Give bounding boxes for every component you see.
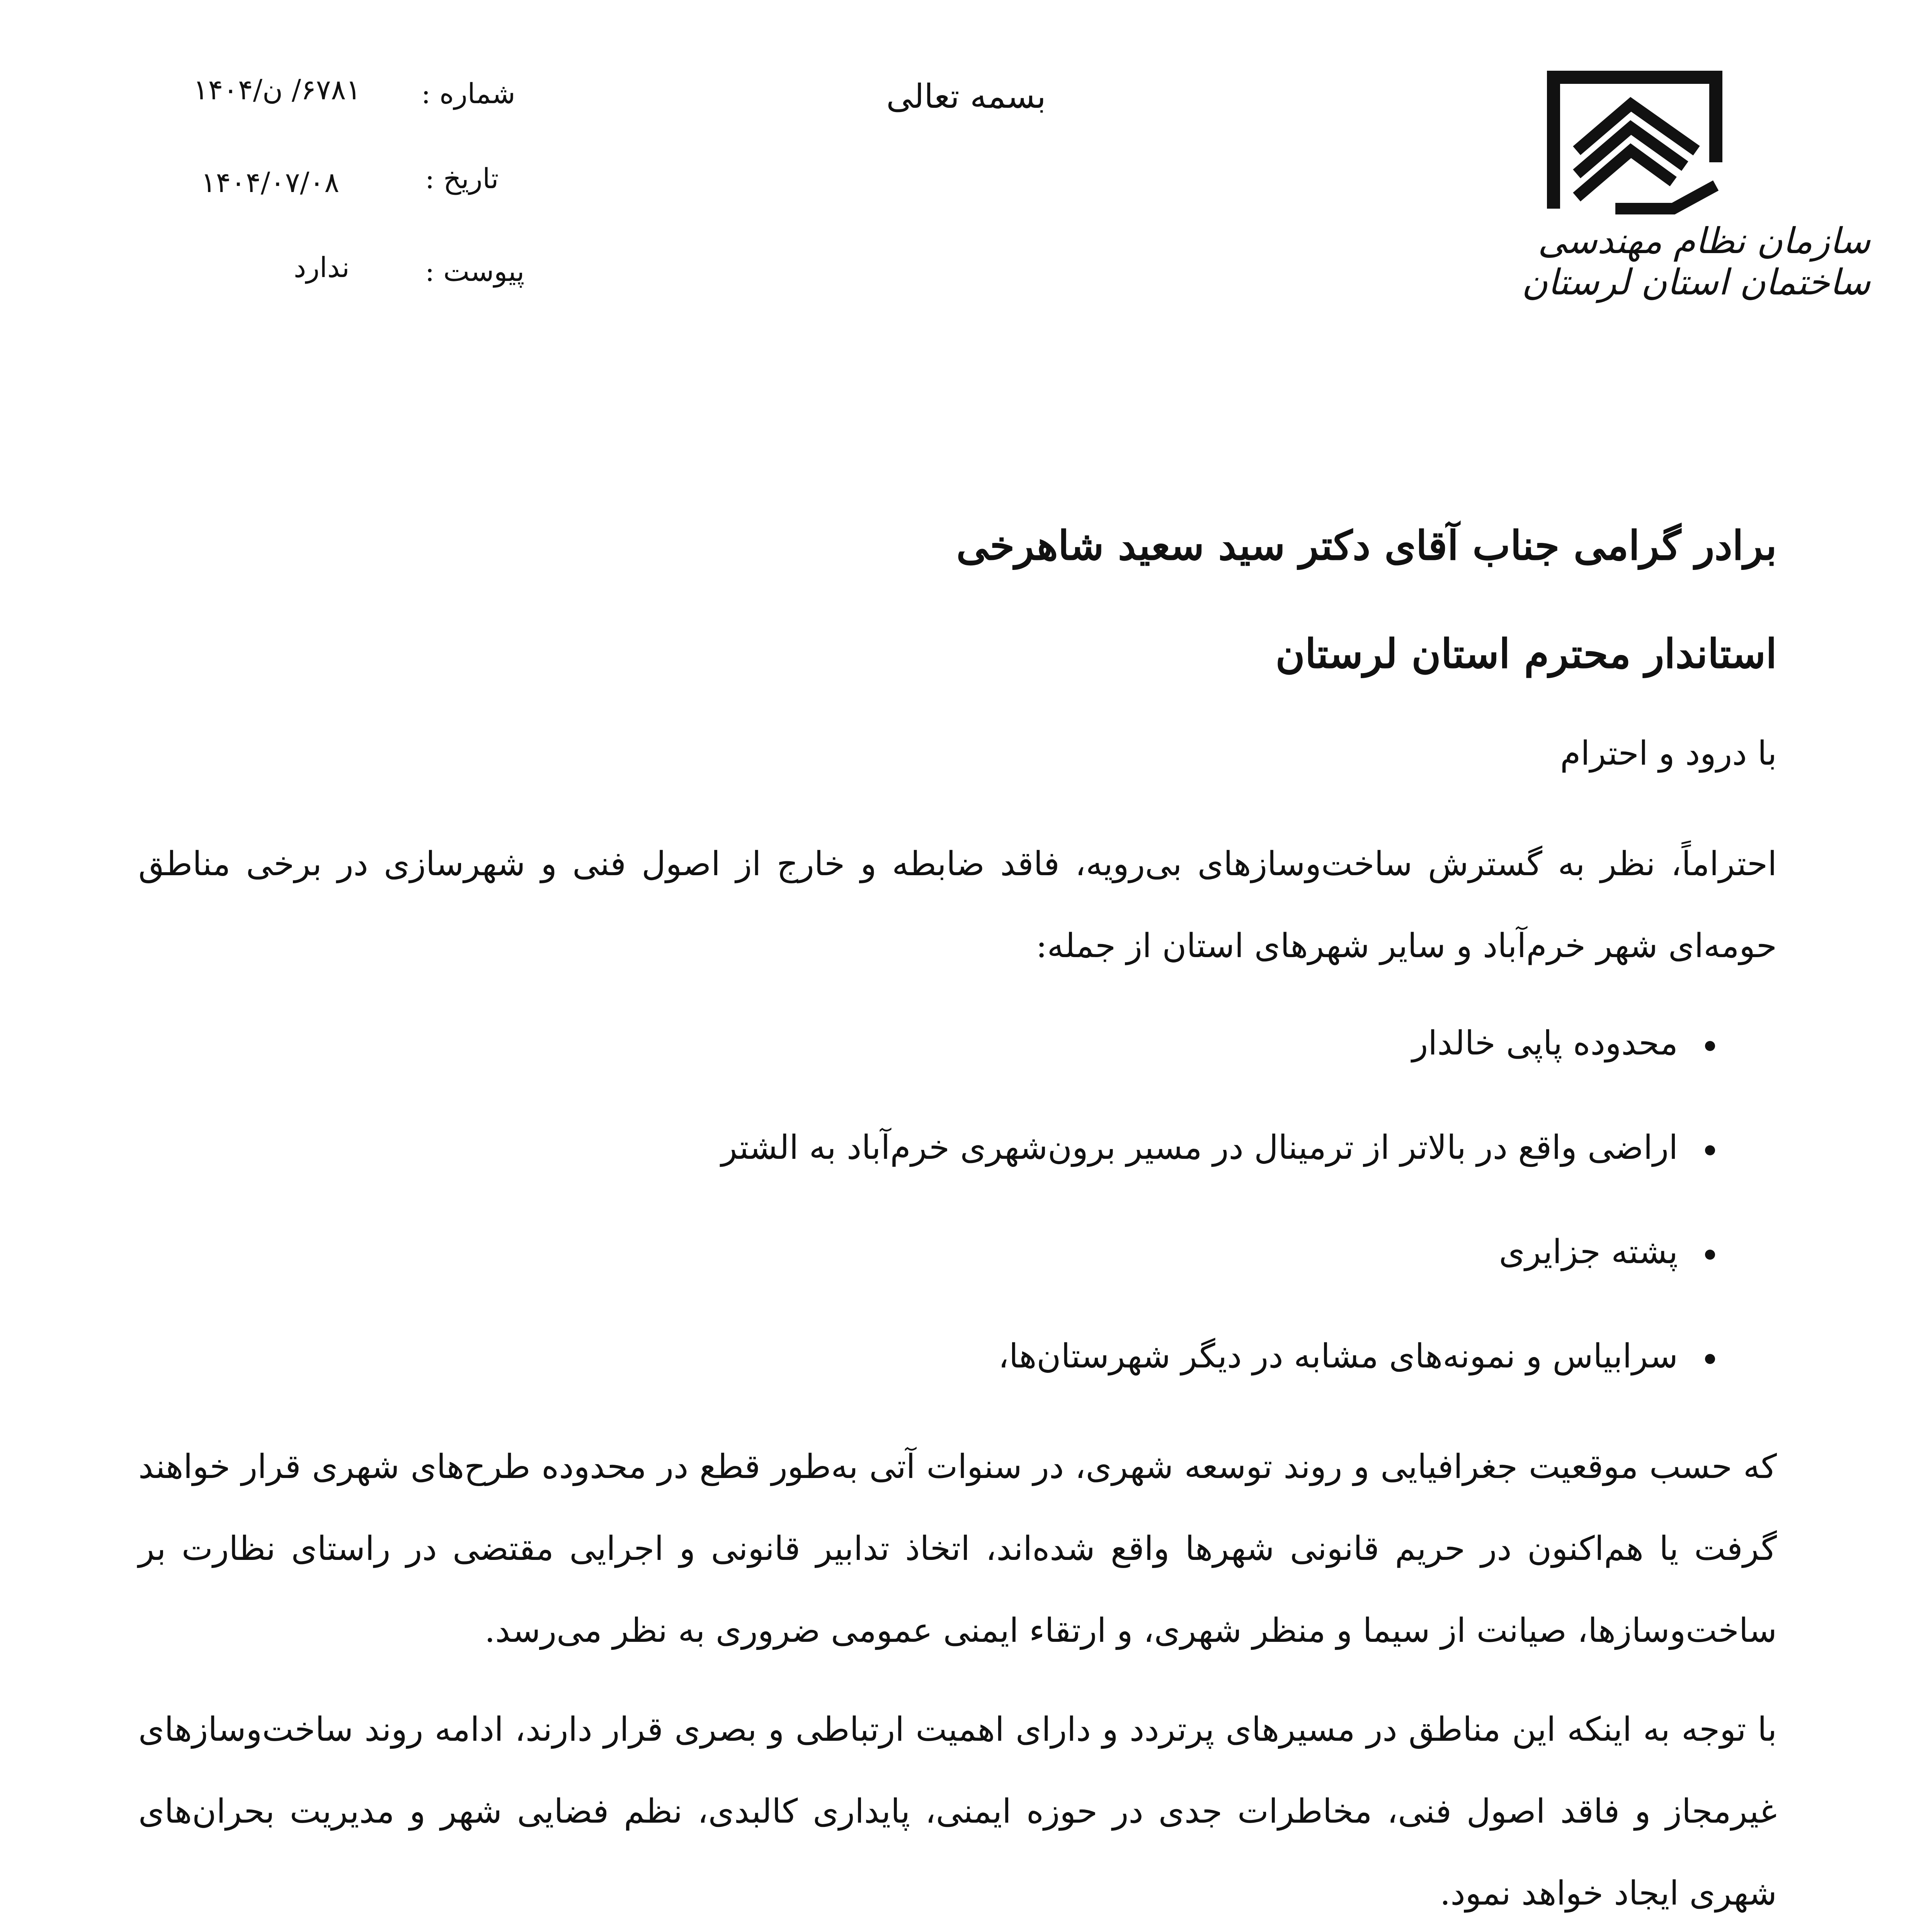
risk-paragraph: با توجه به اینکه این مناطق در مسیرهای پرتردد و دارای اهمیت ارتباطی و بصری قرار دارند، ادامه روند ساخت‌وسازهای غیرمجاز و فاقد اصول فنی، مخاطرات جدی در حوزه ایمنی، پایداری کالبدی، نظم فضایی شهر و مدیریت بحران‌های شهری ایجاد خواهد نمود.	[138, 1710, 1777, 1913]
bullet-text: پشته جزایری	[1499, 1233, 1678, 1271]
bullet-dot-icon	[1705, 1250, 1715, 1260]
bullet-text: اراضی واقع در بالاتر از ترمینال در مسیر برون‌شهری خرم‌آباد به الشتر	[721, 1128, 1678, 1167]
recipient-title: استاندار محترم استان لرستان	[1275, 630, 1777, 677]
date-value: ۱۴۰۴/۰۷/۰۸	[201, 166, 339, 199]
context-paragraph: که حسب موقعیت جغرافیایی و روند توسعه شهری، در سنوات آتی به‌طور قطع در محدوده طرح‌های شهری قرار خواهند گرفت یا هم‌اکنون در حریم قانونی شهرها واقع شده‌اند، اتخاذ تدابیر قانونی و اجرایی مقتضی در راستای نظارت بر ساخت‌وسازها، صیانت از سیما و منظر شهری، و ارتقاء ایمنی عمومی ضروری به نظر می‌رسد.	[138, 1447, 1777, 1650]
attachment-label: پیوست :	[425, 255, 525, 287]
number-value: ۶۷۸۱/ ن/۱۴۰۴	[193, 73, 361, 106]
list-item	[1499, 1229, 1715, 1275]
intro-paragraph: احتراماً، نظر به گسترش ساخت‌وسازهای بی‌رویه، فاقد ضابطه و خارج از اصول فنی و شهرسازی در برخی مناطق حومه‌ای شهر خرم‌آباد و سایر شهرهای استان از جمله:	[138, 845, 1777, 965]
attachment-value: ندارد	[294, 251, 350, 284]
greeting: با درود و احترام	[1560, 734, 1777, 773]
building-logo-icon	[1546, 70, 1724, 216]
date-label: تاریخ :	[425, 162, 499, 195]
bullet-text: سرابیاس و نمونه‌های مشابه در دیگر شهرستان‌ها،	[998, 1337, 1678, 1376]
list-item	[998, 1333, 1715, 1379]
recipient-name: برادر گرامی جناب آقای دکتر سید سعید شاهرخی	[956, 522, 1777, 569]
bullet-dot-icon	[1705, 1145, 1715, 1155]
bullet-dot-icon	[1705, 1041, 1715, 1051]
list-item	[1412, 1020, 1715, 1066]
bismillah: بسمه تعالی	[886, 77, 1046, 116]
org-name: سازمان نظام مهندسی ساختمان استان لرستان	[1521, 220, 1870, 303]
bullet-text: محدوده پاپی خالدار	[1412, 1024, 1678, 1063]
number-label: شماره :	[421, 77, 516, 110]
org-logo	[1407, 70, 1870, 303]
bullet-dot-icon	[1705, 1354, 1715, 1364]
list-item	[721, 1124, 1715, 1171]
